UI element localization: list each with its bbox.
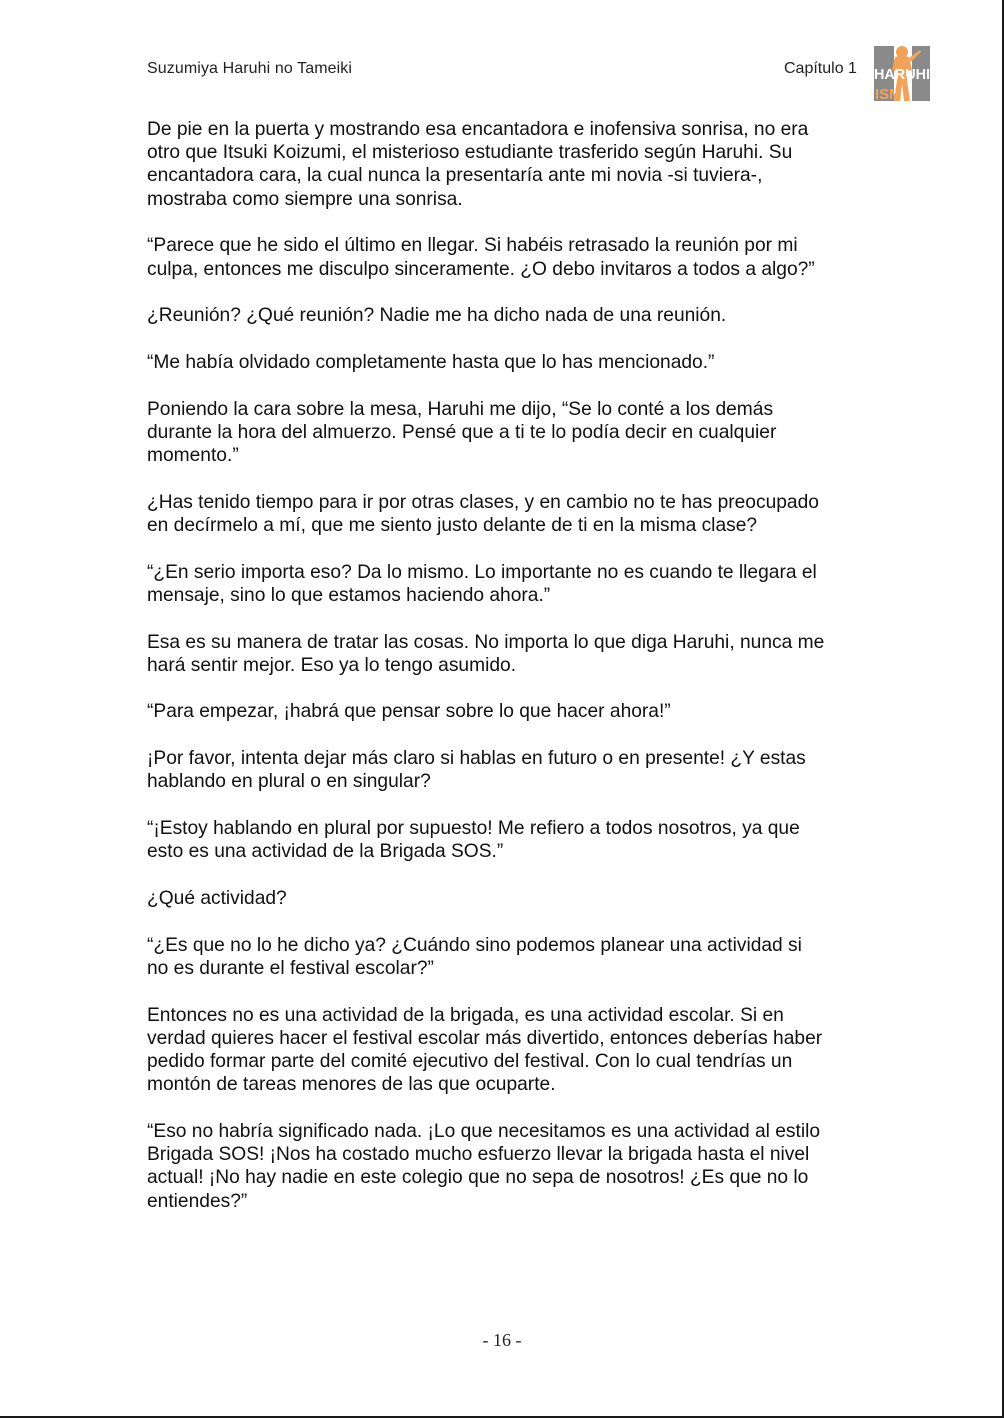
paragraph: Poniendo la cara sobre la mesa, Haruhi me dijo, “Se lo conté a los demás durante la hora del almuerzo. Pensé que a ti te lo podía decir en cualquier momento.” [147,398,777,467]
paragraph: “¡Estoy hablando en plural por supuesto! Me refiero a todos nosotros, ya que esto es una actividad de la Brigada SOS.” [147,818,800,863]
paragraph: ¿Qué actividad? [147,887,287,909]
header-chapter: Capítulo 1 [784,60,857,77]
paragraph: ¡Por favor, intenta dejar más claro si hablas en futuro o en presente! ¿Y estas hablando en plural o en singular? [147,748,806,793]
paragraph: “¿Es que no lo he dicho ya? ¿Cuándo sino podemos planear una actividad si no es durante el festival escolar?” [147,934,802,979]
paragraph: Esa es su manera de tratar las cosas. No importa lo que diga Haruhi, nunca me hará sentir mejor. Eso ya lo tengo asumido. [147,631,825,676]
paragraph: “Para empezar, ¡habrá que pensar sobre lo que hacer ahora!” [147,701,671,723]
paragraph: “Eso no habría significado nada. ¡Lo que necesitamos es una actividad al estilo Brigada SOS! ¡Nos ha costado mucho esfuerzo llevar la brigada hasta el nivel actual! ¡No hay nadie en este colegio que no sepa de nosotros! ¿Es que no lo entiendes?” [147,1120,821,1212]
haruhi-ism-logo [874,44,930,101]
page-number: - 16 - [482,1330,522,1350]
paragraph: Entonces no es una actividad de la brigada, es una actividad escolar. Si en verdad quieres hacer el festival escolar más divertido, entonces deberías haber pedido formar parte del comité ejecutivo del festival. Con lo cual tendrías un montón de tareas menores de las que ocuparte. [147,1004,823,1096]
paragraph: ¿Reunión? ¿Qué reunión? Nadie me ha dicho nada de una reunión. [147,305,727,327]
svg-text:HARUHI: HARUHI [874,66,930,83]
header-book-title: Suzumiya Haruhi no Tameiki [147,60,353,77]
paragraph: ¿Has tenido tiempo para ir por otras clases, y en cambio no te has preocupado en decírmelo a mí, que me siento justo delante de ti en la misma clase? [147,491,819,536]
paragraph: “¿En serio importa eso? Da lo mismo. Lo importante no es cuando te llegara el mensaje, sino lo que estamos haciendo ahora.” [147,561,817,606]
document-body [147,118,877,1236]
paragraph: “Me había olvidado completamente hasta que lo has mencionado.” [147,351,715,373]
paragraph: “Parece que he sido el último en llegar. Si habéis retrasado la reunión por mi culpa, entonces me disculpo sinceramente. ¿O debo invitaros a todos a algo?” [147,235,815,280]
paragraph: De pie en la puerta y mostrando esa encantadora e inofensiva sonrisa, no era otro que Itsuki Koizumi, el misterioso estudiante trasferido según Haruhi. Su encantadora cara, la cual nunca la presentaría ante mi novia -si tuviera-, mostraba como siempre una sonrisa. [147,119,809,210]
svg-text:ISM: ISM [875,86,902,101]
